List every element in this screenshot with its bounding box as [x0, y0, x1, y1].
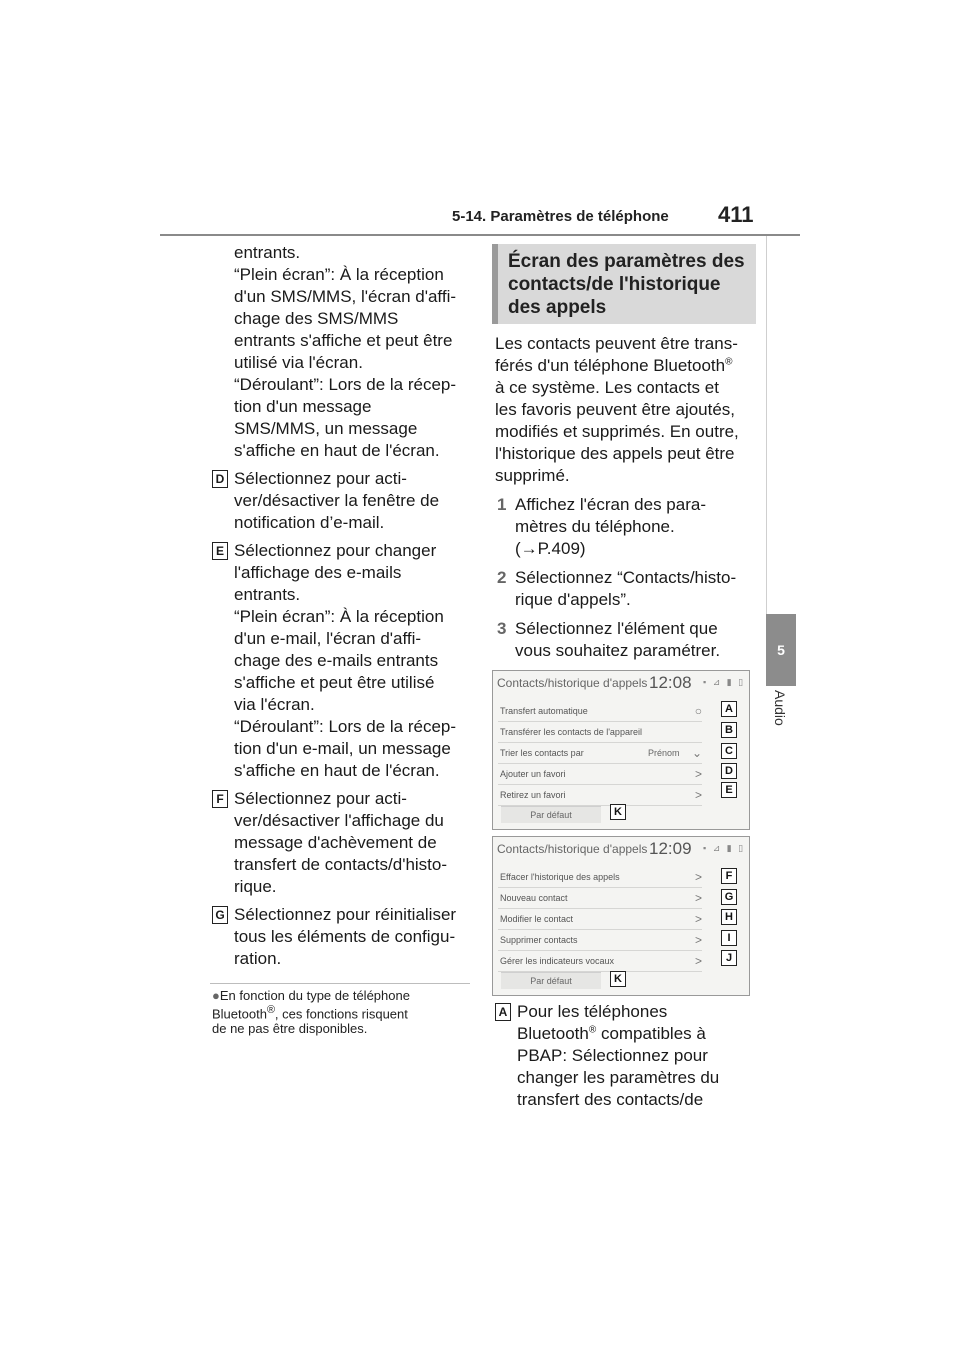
row-label: Gérer les indicateurs vocaux — [500, 956, 615, 966]
step-number: 3 — [497, 619, 507, 638]
callout-tag: D — [721, 763, 737, 779]
default-button[interactable]: Par défaut — [501, 972, 601, 989]
callout-tag: F — [721, 868, 737, 884]
callout-tag: C — [721, 743, 737, 759]
page-number: 411 — [718, 202, 754, 227]
text-line: PBAP: Sélectionnez pour — [517, 1046, 708, 1065]
row-label: Ajouter un favori — [500, 769, 566, 779]
setting-add-favorite[interactable] — [498, 764, 702, 785]
text-line: via l'écran. — [234, 695, 315, 714]
text-line: entrants s'affiche et peut être — [234, 331, 453, 350]
step-2 — [495, 567, 755, 611]
item-f — [212, 788, 472, 898]
text-line: à ce système. Les contacts et — [495, 378, 719, 397]
chapter-label: Audio — [772, 690, 788, 726]
label-tag: D — [212, 470, 228, 488]
item-a — [495, 1001, 755, 1111]
side-divider — [766, 236, 767, 614]
text-line: ver/désactiver l'affichage du — [234, 811, 444, 830]
row-label: Transfert automatique — [500, 706, 588, 716]
setting-sort-contacts[interactable] — [498, 743, 702, 764]
text-line: rique d'appels”. — [515, 590, 631, 609]
row-value: Prénom — [648, 748, 680, 758]
text-line: entrants. — [234, 243, 301, 262]
callout-tag: E — [721, 782, 737, 798]
step-1 — [495, 494, 755, 560]
text-line: Les contacts peuvent être trans- — [495, 334, 738, 353]
text-line: compatibles à — [596, 1024, 706, 1043]
chevron-right-icon: > — [694, 912, 702, 926]
text-line: tous les éléments de configu- — [234, 927, 456, 946]
row-label: Effacer l'historique des appels — [500, 872, 620, 882]
text-line: vous souhaitez paramétrer. — [515, 641, 721, 660]
text-line: Sélectionnez pour acti- — [234, 469, 407, 488]
text-line: ver/désactiver la fenêtre de — [234, 491, 440, 510]
heading-line: contacts/de l'historique — [508, 274, 721, 295]
text-line: Bluetooth — [517, 1024, 589, 1043]
text-line: Sélectionnez pour réinitialiser — [234, 905, 457, 924]
header-divider — [160, 234, 800, 236]
text-line: s'affiche en haut de l'écran. — [234, 761, 440, 780]
screen-title: Contacts/historique d'appels — [497, 842, 648, 856]
text-line: utilisé via l'écran. — [234, 353, 363, 372]
text-line: férés d'un téléphone Bluetooth — [495, 356, 726, 375]
text-line: Affichez l'écran des para- — [515, 495, 706, 514]
clock: 12:09 — [649, 839, 692, 858]
chevron-down-icon: ⌄ — [691, 746, 702, 760]
clock: 12:08 — [649, 673, 692, 692]
note-divider — [210, 983, 470, 984]
callout-tag: K — [610, 804, 626, 820]
text-line: “Plein écran”: À la réception — [234, 607, 444, 626]
text-line: les favoris peuvent être ajoutés, — [495, 400, 736, 419]
text-line: “Plein écran”: À la réception — [234, 265, 444, 284]
label-tag: E — [212, 542, 228, 560]
toggle-icon: ○ — [694, 704, 702, 718]
settings-screen-2 — [492, 836, 750, 996]
registered-mark: ® — [588, 1024, 597, 1036]
chevron-right-icon: > — [694, 767, 702, 781]
text-line: s'affiche en haut de l'écran. — [234, 441, 440, 460]
text-line: tion d'un message — [234, 397, 372, 416]
step-3 — [495, 618, 755, 662]
item-g — [212, 904, 472, 970]
callout-tag: K — [610, 971, 626, 987]
text-line: rique. — [234, 877, 277, 896]
heading-line: Écran des paramètres des — [508, 251, 745, 272]
text-line: ration. — [234, 949, 282, 968]
text-line: d'un e-mail, l'écran d'affi- — [234, 629, 422, 648]
bullet-icon: ● — [212, 988, 220, 1003]
callout-tag: H — [721, 909, 737, 925]
chevron-right-icon: > — [694, 891, 702, 905]
setting-remove-favorite[interactable] — [498, 785, 702, 806]
row-label: Retirez un favori — [500, 790, 566, 800]
note-line: En fonction du type de téléphone — [219, 988, 410, 1003]
right-column — [495, 333, 755, 662]
page-reference-link[interactable]: (→P.409) — [515, 539, 586, 558]
item-d — [212, 468, 472, 534]
registered-mark: ® — [725, 356, 733, 368]
chevron-right-icon: > — [694, 788, 702, 802]
text-line: Sélectionnez “Contacts/histo- — [515, 568, 737, 587]
screen-title: Contacts/historique d'appels — [497, 676, 648, 690]
registered-mark: ® — [266, 1004, 275, 1016]
status-icons: ▪ ⊿ ▮ ▯ — [703, 677, 746, 687]
text-line: notification d’e-mail. — [234, 513, 385, 532]
note-line: , ces fonctions risquent — [274, 1006, 408, 1022]
step-number: 1 — [497, 495, 507, 514]
callout-tag: J — [721, 950, 737, 966]
setting-transfer-contacts[interactable] — [498, 722, 702, 743]
left-column — [212, 242, 472, 970]
callout-tag: G — [721, 889, 737, 905]
setting-delete-contacts[interactable] — [498, 930, 702, 951]
label-tag: G — [212, 906, 228, 924]
text-line: d'un SMS/MMS, l'écran d'affi- — [234, 287, 457, 306]
item-a-block — [495, 1001, 755, 1111]
settings-screen-1 — [492, 670, 750, 830]
settings-list — [498, 701, 702, 806]
text-line: s'affiche et peut être utilisé — [234, 673, 435, 692]
callout-tag: I — [721, 930, 737, 946]
row-label: Nouveau contact — [500, 893, 568, 903]
status-icons: ▪ ⊿ ▮ ▯ — [703, 843, 746, 853]
text-line: “Déroulant”: Lors de la récep- — [234, 375, 457, 394]
settings-list — [498, 867, 702, 972]
text-line: Pour les téléphones — [517, 1002, 668, 1021]
item-e — [212, 540, 472, 782]
setting-voice-tags[interactable] — [498, 951, 702, 972]
callout-tag: B — [721, 722, 737, 738]
heading-line: des appels — [508, 297, 607, 318]
text-line: supprimé. — [495, 466, 570, 485]
text-line: transfert des contacts/de — [517, 1090, 704, 1109]
section-title: 5-14. Paramètres de téléphone — [452, 208, 669, 225]
setting-new-contact[interactable] — [498, 888, 702, 909]
text-line: chage des e-mails entrants — [234, 651, 439, 670]
callout-tag: A — [721, 701, 737, 717]
setting-clear-history[interactable] — [498, 867, 702, 888]
section-heading — [492, 244, 756, 324]
text-line: Sélectionnez l'élément que — [515, 619, 718, 638]
text-line: SMS/MMS, un message — [234, 419, 418, 438]
note-line: de ne pas être disponibles. — [212, 1021, 368, 1037]
row-label: Modifier le contact — [500, 914, 574, 924]
chevron-right-icon: > — [694, 870, 702, 884]
chapter-tab[interactable]: 5 — [766, 614, 796, 686]
label-tag: F — [212, 790, 228, 808]
setting-edit-contact[interactable] — [498, 909, 702, 930]
row-label: Supprimer contacts — [500, 935, 578, 945]
chevron-right-icon: > — [694, 933, 702, 947]
note-line: Bluetooth — [212, 1006, 267, 1022]
text-line: changer les paramètres du — [517, 1068, 720, 1087]
text-line: Sélectionnez pour changer — [234, 541, 437, 560]
setting-auto-transfer[interactable] — [498, 701, 702, 722]
text-line: tion d'un e-mail, un message — [234, 739, 451, 758]
text-line: message d'achèvement de — [234, 833, 437, 852]
row-label: Trier les contacts par — [500, 748, 584, 758]
step-number: 2 — [497, 568, 507, 587]
intro-block — [212, 242, 472, 462]
label-tag: A — [495, 1003, 511, 1021]
row-label: Transférer les contacts de l'appareil — [500, 727, 642, 737]
text-line: “Déroulant”: Lors de la récep- — [234, 717, 457, 736]
text-line: chage des SMS/MMS — [234, 309, 399, 328]
text-line: Sélectionnez pour acti- — [234, 789, 407, 808]
text-line: transfert de contacts/d'histo- — [234, 855, 448, 874]
text-line: entrants. — [234, 585, 301, 604]
text-line: l'affichage des e-mails — [234, 563, 402, 582]
chevron-right-icon: > — [694, 954, 702, 968]
default-button[interactable]: Par défaut — [501, 806, 601, 823]
note — [212, 988, 470, 1036]
text-line: mètres du téléphone. — [515, 517, 675, 536]
text-line: modifiés et supprimés. En outre, — [495, 422, 739, 441]
text-line: l'historique des appels peut être — [495, 444, 735, 463]
